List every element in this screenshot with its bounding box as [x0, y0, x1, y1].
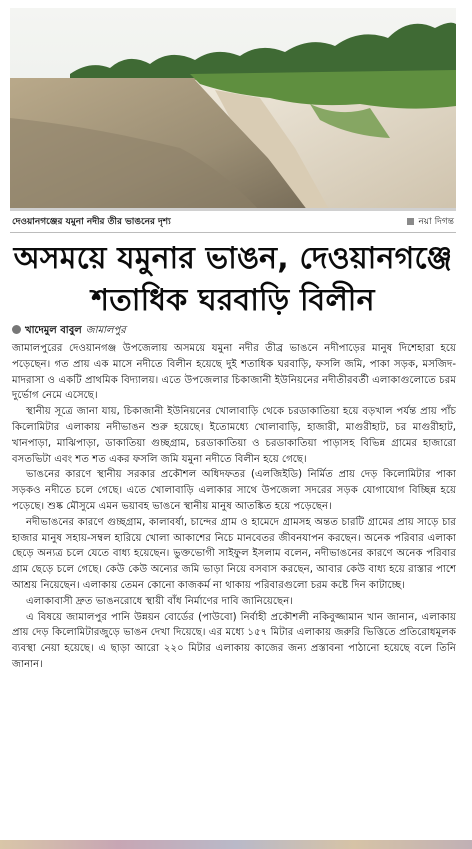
paragraph: এ বিষয়ে জামালপুর পানি উন্নয়ন বোর্ডের (পাউবো) নির্বাহী প্রকৌশলী নকিবুজ্জামান খান জানান, এলাকায় প্রায় দেড় কিলোমিটারজুড়ে ভাঙন দেখা দিয়েছে। এর মধ্যে ১৫৭ মিটার এলাকায় জরুরি ভিত্তিতে প্রতিরোধমূলক ব্যবস্থা নেয়া হয়েছে। এ ছাড়া আরো ২২০ মিটার এলাকায় কাজের জন্য প্রস্তাবনা পাঠানো হয়েছে বলে তিনি জানান।	[12, 611, 456, 670]
photo-caption-row	[10, 214, 456, 230]
article-body	[12, 341, 456, 673]
photo-credit	[407, 214, 454, 230]
photo-caption: দেওয়ানগঞ্জের যমুনা নদীর তীর ভাঙনের দৃশ্য	[12, 217, 171, 227]
photo-credit-text: নয়া দিগন্ত	[418, 217, 454, 227]
byline	[12, 323, 452, 339]
byline-author: খাদেমুল বাবুল	[25, 325, 82, 336]
headline-line-2: শতাধিক ঘরবাড়ি বিলীন	[91, 283, 375, 318]
paragraph: স্থানীয় সূত্রে জানা যায়, চিকাজানী ইউনিয়নের খোলাবাড়ি থেকে চরডাকাতিয়া হয়ে বড়খাল পর্যন্ত প্রায় পাঁচ কিলোমিটার এলাকায় নদীভাঙন শুরু হয়েছে। ইতোমধ্যে খোলাবাড়ি, হাজারী, মাগুরীহাট, চর মাগুরীহাট, খানপাড়া, মাঝিপাড়া, ডাকাতিয়া গুচ্ছগ্রাম, চরডাকাতিয়া ও চরডাকাতিয়া পাড়াসহ বিভিন্ন গ্রামের হাজারো বসতভিটা এবং শত শত একর ফসলি জমি যমুনা নদীতে বিলীন হয়ে গেছে।	[12, 406, 456, 465]
byline-location: জামালপুর	[85, 325, 126, 336]
paragraph: এলাকাবাসী দ্রুত ভাঙনরোধে স্থায়ী বাঁধ নির্মাণের দাবি জানিয়েছেন।	[26, 595, 293, 607]
headline	[10, 238, 456, 322]
paragraph: ভাঙনের কারণে স্থানীয় সরকার প্রকৌশল অধিদফতর (এলজিইডি) নির্মিত প্রায় দেড় কিলোমিটার পাকা সড়কও নদীতে চলে গেছে। এতে খোলাবাড়ি এলাকার সাথে উপজেলা সদরের সড়ক যোগাযোগ বিচ্ছিন্ন হয়ে পড়েছে। শুষ্ক মৌসুমে এমন ভয়াবহ ভাঙনে স্থানীয় মানুষ আতঙ্কিত হয়ে পড়েছেন।	[12, 469, 456, 512]
divider	[10, 232, 456, 233]
bullet-icon	[12, 325, 21, 334]
square-bullet-icon	[407, 218, 414, 225]
photo-illustration	[10, 8, 456, 211]
headline-line-1: অসময়ে যমুনার ভাঙন, দেওয়ানগঞ্জে	[13, 241, 453, 276]
paragraph: জামালপুরের দেওয়ানগঞ্জ উপজেলায় অসময়ে যমুনা নদীর তীব্র ভাঙনে নদীপাড়ের মানুষ দিশেহারা হয়ে পড়েছেন। গত প্রায় এক মাসে নদীতে বিলীন হয়েছে দুই শতাধিক ঘরবাড়ি, ফসলি জমি, পাকা সড়ক, মসজিদ-মাদরাসা ও একটি প্রাথমিক বিদ্যালয়। এতে উপজেলার চিকাজানী ইউনিয়নের নদীতীরবর্তী এলাকাগুলোতে চরম দুর্ভোগ নেমে এসেছে।	[12, 343, 456, 402]
paragraph: নদীভাঙনের কারণে গুচ্ছগ্রাম, কালাবর্ষা, চান্দের গ্রাম ও হামেদে গ্রামসহ অন্তত চারটি গ্রামের প্রায় সাড়ে চার হাজার মানুষ সহায়-সম্বল হারিয়ে খোলা আকাশের নিচে মানবেতর জীবনযাপন করছেন। অনেক পরিবার এলাকা ছেড়ে অন্যত্র চলে যেতে বাধ্য হয়েছেন। ভুক্তভোগী সাইফুল ইসলাম বলেন, নদীভাঙনের কারণে অনেক পরিবার গ্রাম ছেড়ে চলে গেছে। কেউ কেউ অন্যের জমি ভাড়া নিয়ে বসবাস করছেন, আবার কেউ বাধ্য হয়ে রাস্তার পাশে আশ্রয় নিয়েছেন। এলাকায় তেমন কোনো কাজকর্ম না থাকায় পরিবারগুলো চরম কষ্টে দিন কাটাচ্ছে।	[12, 516, 456, 591]
riverbank-erosion-photo	[10, 8, 456, 211]
adjacent-clipping-edge	[0, 840, 472, 849]
